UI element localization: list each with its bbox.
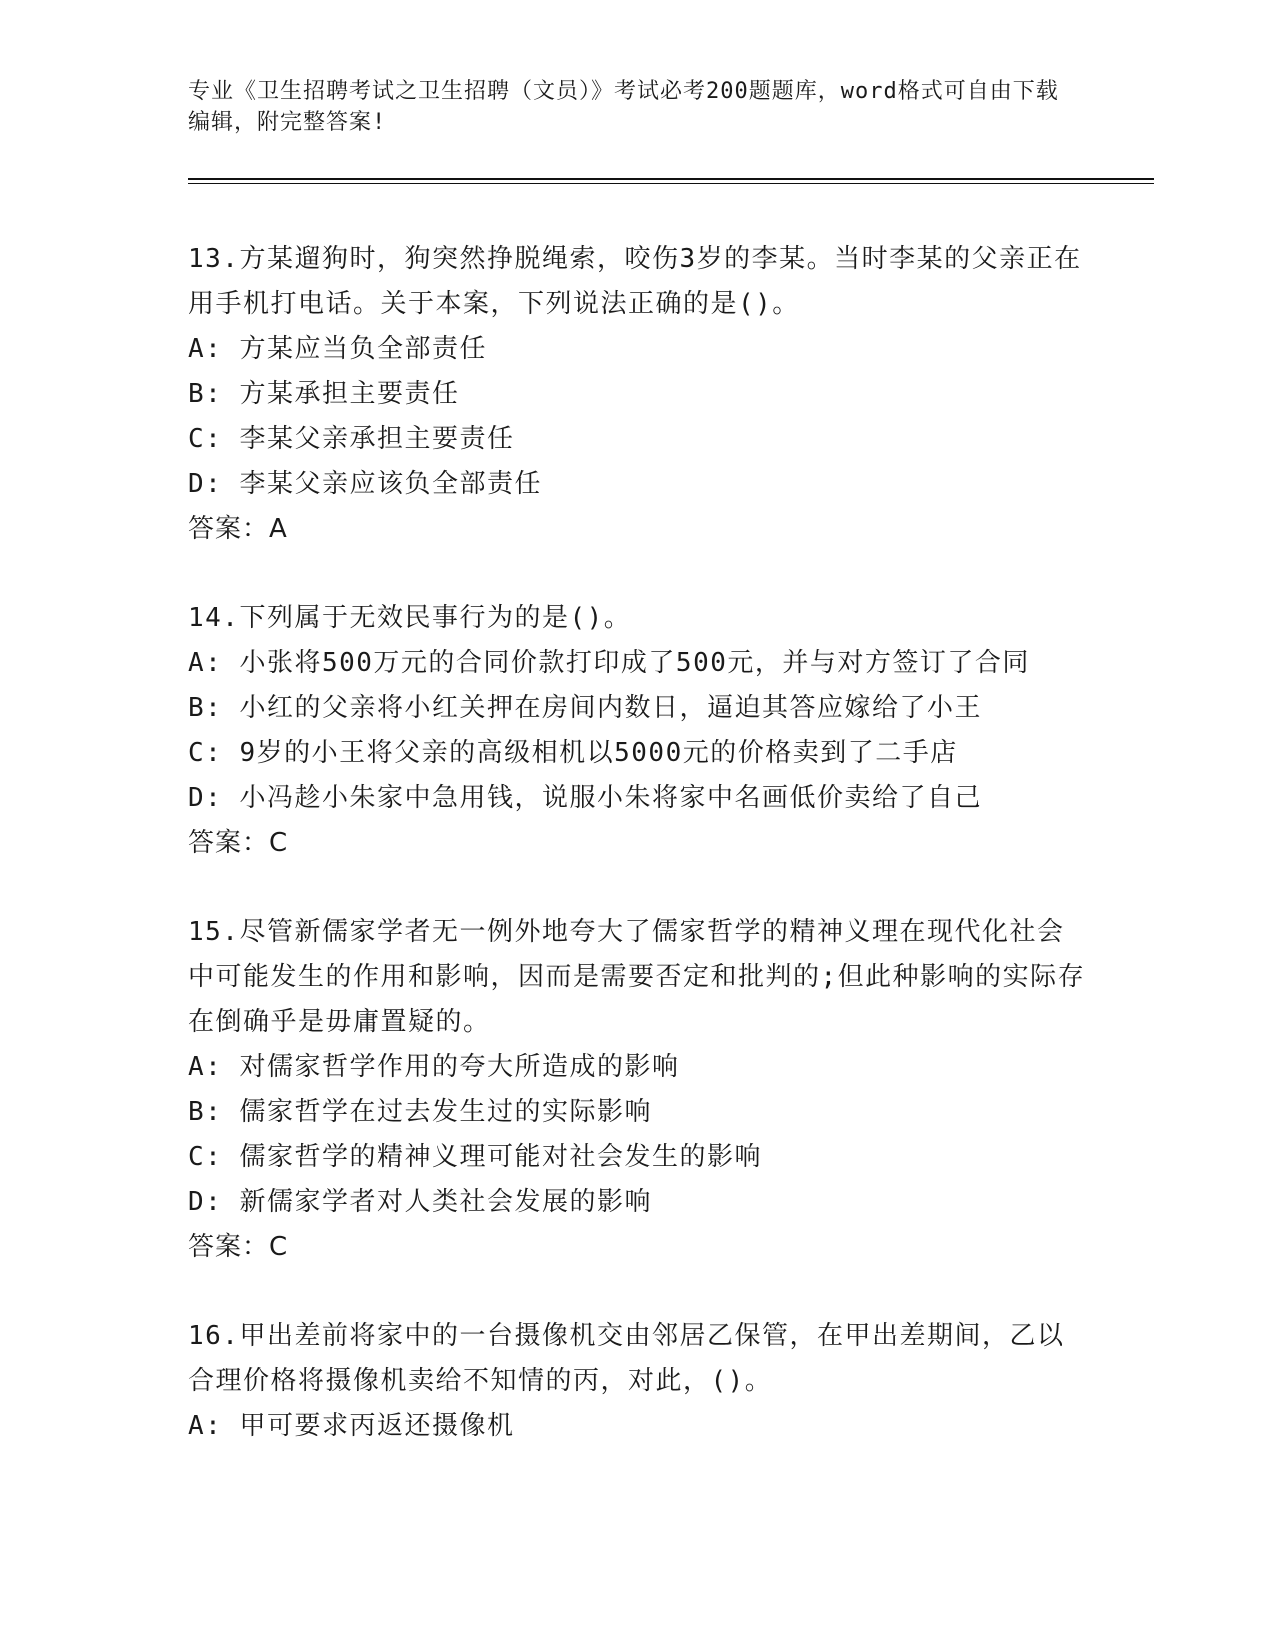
question-14 [188,596,1088,866]
question-15 [188,910,1088,1270]
question-stem: 16.甲出差前将家中的一台摄像机交由邻居乙保管，在甲出差期间，乙以合理价格将摄像机卖给不知情的丙，对此，()。 [188,1321,1065,1396]
answer-line: 答案：A [188,514,288,544]
option-d: D: 小冯趁小朱家中急用钱，说服小朱将家中名画低价卖给了自己 [188,783,982,813]
option-a: A: 方某应当负全部责任 [188,334,487,364]
option-a: A: 甲可要求丙返还摄像机 [188,1411,515,1441]
question-stem: 15.尽管新儒家学者无一例外地夸大了儒家哲学的精神义理在现代化社会中可能发生的作用和影响，因而是需要否定和批判的;但此种影响的实际存在倒确乎是毋庸置疑的。 [188,917,1086,1037]
answer-line: 答案：C [188,1232,289,1262]
question-list [188,237,1088,1493]
option-d: D: 新儒家学者对人类社会发展的影响 [188,1187,652,1217]
option-d: D: 李某父亲应该负全部责任 [188,469,542,499]
option-b: B: 方某承担主要责任 [188,379,460,409]
option-a: A: 对儒家哲学作用的夸大所造成的影响 [188,1052,680,1082]
answer-line: 答案：C [188,828,289,858]
question-16 [188,1314,1088,1449]
option-c: C: 9岁的小王将父亲的高级相机以5000元的价格卖到了二手店 [188,738,958,768]
document-header: 专业《卫生招聘考试之卫生招聘（文员）》考试必考200题题库，word格式可自由下载编辑，附完整答案! [188,79,1059,135]
option-b: B: 儒家哲学在过去发生过的实际影响 [188,1097,652,1127]
option-c: C: 儒家哲学的精神义理可能对社会发生的影响 [188,1142,762,1172]
option-c: C: 李某父亲承担主要责任 [188,424,515,454]
header-divider-thin [188,183,1154,184]
option-a: A: 小张将500万元的合同价款打印成了500元，并与对方签订了合同 [188,648,1030,678]
question-13 [188,237,1088,552]
question-stem: 14.下列属于无效民事行为的是()。 [188,603,632,633]
option-b: B: 小红的父亲将小红关押在房间内数日，逼迫其答应嫁给了小王 [188,693,982,723]
header-divider-thick [188,178,1154,180]
question-stem: 13.方某遛狗时，狗突然挣脱绳索，咬伤3岁的李某。当时李某的父亲正在用手机打电话。关于本案，下列说法正确的是()。 [188,244,1082,319]
